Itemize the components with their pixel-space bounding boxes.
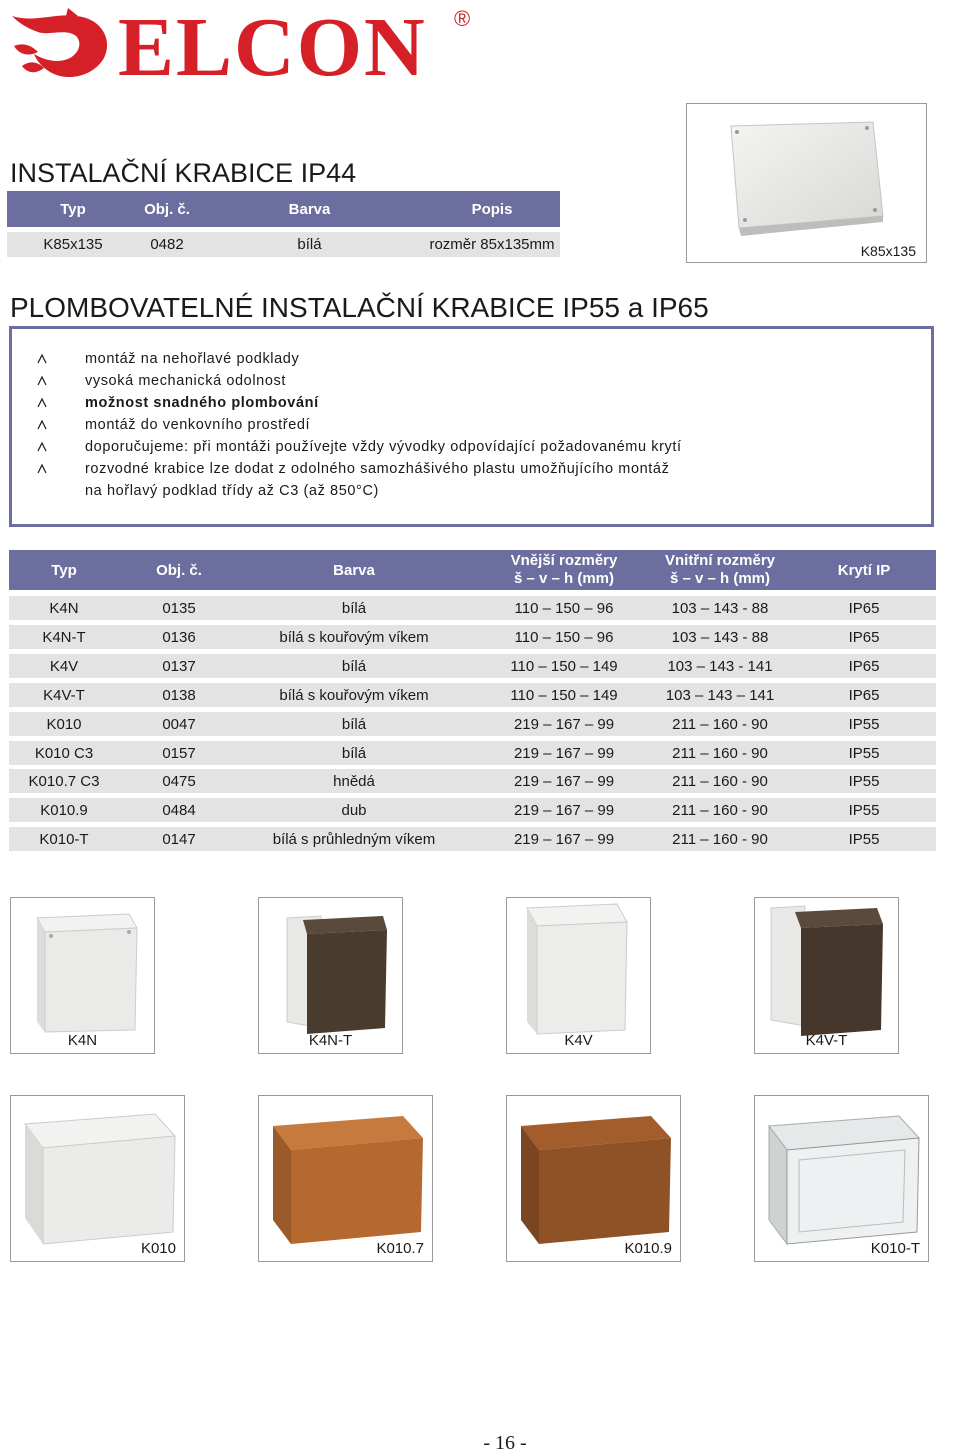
cell-typ: K010-T bbox=[39, 830, 89, 848]
cell-vnitrni: 103 – 143 - 88 bbox=[671, 628, 769, 646]
cell-obj: 0147 bbox=[162, 830, 196, 848]
product-photo-k85x135 bbox=[686, 103, 927, 263]
cell-kryti: IP65 bbox=[848, 628, 880, 646]
registered-mark: ® bbox=[454, 6, 471, 31]
cell-vnejsi: 110 – 150 – 96 bbox=[514, 599, 614, 617]
cell-popis: rozměr 85x135mm bbox=[429, 236, 555, 253]
table-row bbox=[9, 654, 936, 678]
cell-vnitrni: 211 – 160 - 90 bbox=[672, 715, 768, 733]
cell-barva: dub bbox=[341, 801, 367, 819]
table-row bbox=[9, 741, 936, 765]
photo-label: K4V bbox=[564, 1032, 593, 1049]
col-vnitrni-sub: š – v – h (mm) bbox=[669, 570, 771, 587]
cell-obj: 0484 bbox=[162, 801, 196, 819]
col-kryti: Krytí IP bbox=[837, 561, 891, 579]
product-photo-k010-9 bbox=[506, 1095, 681, 1262]
feature-text: montáž do venkovního prostředí bbox=[85, 417, 311, 433]
cell-typ: K85x135 bbox=[43, 236, 103, 253]
cell-vnitrni: 103 – 143 - 88 bbox=[671, 599, 769, 617]
cell-barva: bílá bbox=[341, 744, 367, 762]
cell-vnejsi: 219 – 167 – 99 bbox=[513, 830, 615, 848]
elcon-logo bbox=[8, 1, 478, 94]
photo-label: K010 bbox=[140, 1240, 176, 1257]
photo-label: K85x135 bbox=[860, 243, 916, 259]
cell-vnitrni: 103 – 143 – 141 bbox=[665, 686, 775, 704]
table-row bbox=[9, 827, 936, 851]
cell-kryti: IP65 bbox=[848, 657, 880, 675]
cell-obj: 0138 bbox=[162, 686, 196, 704]
product-photo-k4v-t bbox=[754, 897, 899, 1054]
section-title-ip55-ip65: PLOMBOVATELNÉ INSTALAČNÍ KRABICE IP55 a IP65 bbox=[10, 292, 709, 323]
product-photo-k4v bbox=[506, 897, 651, 1054]
caret-icon bbox=[35, 374, 49, 388]
table-row bbox=[9, 712, 936, 736]
feature-text: možnost snadného plombování bbox=[85, 395, 319, 411]
photo-label: K010-T bbox=[870, 1240, 920, 1257]
col-typ: Typ bbox=[51, 561, 77, 579]
cell-barva: bílá bbox=[341, 657, 367, 675]
table-row bbox=[9, 769, 936, 793]
cell-kryti: IP55 bbox=[848, 744, 880, 762]
cell-obj: 0047 bbox=[162, 715, 196, 733]
caret-icon bbox=[35, 462, 49, 476]
cell-kryti: IP55 bbox=[848, 801, 880, 819]
table2-header bbox=[9, 550, 936, 590]
photo-label: K010.7 bbox=[376, 1240, 424, 1257]
cell-barva: bílá s kouřovým víkem bbox=[279, 628, 429, 646]
col-vnitrni bbox=[645, 550, 795, 590]
cell-obj: 0475 bbox=[162, 772, 196, 790]
col-typ: Typ bbox=[60, 200, 86, 218]
cell-kryti: IP65 bbox=[848, 686, 880, 704]
box-image bbox=[259, 1096, 434, 1263]
photo-label: K4N-T bbox=[308, 1032, 353, 1049]
cell-obj: 0157 bbox=[162, 744, 196, 762]
cell-vnitrni: 211 – 160 - 90 bbox=[672, 801, 768, 819]
table-row bbox=[9, 798, 936, 822]
page-number: - 16 - bbox=[483, 1432, 527, 1454]
feature-text: doporučujeme: při montáži používejte vždy vývodky odpovídající požadovanému krytí bbox=[85, 439, 682, 455]
col-vnejsi-sub: š – v – h (mm) bbox=[513, 570, 615, 587]
feature-text: montáž na nehořlavé podklady bbox=[85, 351, 300, 367]
cell-vnitrni: 211 – 160 - 90 bbox=[672, 744, 768, 762]
col-vnitrni-title: Vnitřní rozměry bbox=[664, 552, 776, 569]
feature-text: vysoká mechanická odolnost bbox=[85, 373, 286, 389]
cell-vnitrni: 211 – 160 - 90 bbox=[672, 830, 768, 848]
cell-typ: K4N bbox=[49, 599, 79, 617]
col-barva: Barva bbox=[288, 200, 331, 218]
caret-icon bbox=[35, 396, 49, 410]
dragon-icon bbox=[8, 6, 114, 82]
cell-obj: 0482 bbox=[150, 236, 184, 253]
box-image bbox=[11, 1096, 186, 1263]
cell-vnejsi: 219 – 167 – 99 bbox=[513, 715, 615, 733]
table1-header bbox=[7, 191, 560, 227]
table-row bbox=[9, 625, 936, 649]
cell-vnejsi: 110 – 150 – 149 bbox=[510, 686, 618, 704]
table-row bbox=[7, 232, 560, 257]
product-photo-k010 bbox=[10, 1095, 185, 1262]
cell-vnejsi: 110 – 150 – 149 bbox=[510, 657, 618, 675]
caret-icon bbox=[35, 418, 49, 432]
cell-vnejsi: 219 – 167 – 99 bbox=[513, 772, 615, 790]
col-vnejsi bbox=[489, 550, 639, 590]
photo-label: K010.9 bbox=[624, 1240, 672, 1257]
cell-typ: K010.9 bbox=[40, 801, 88, 819]
cell-vnejsi: 110 – 150 – 96 bbox=[514, 628, 614, 646]
col-barva: Barva bbox=[333, 561, 375, 579]
table-row bbox=[9, 596, 936, 620]
col-vnejsi-title: Vnější rozměry bbox=[510, 552, 618, 569]
box-image bbox=[687, 104, 926, 262]
caret-icon bbox=[35, 352, 49, 366]
cell-vnitrni: 103 – 143 - 141 bbox=[667, 657, 773, 675]
table-row bbox=[9, 683, 936, 707]
cell-typ: K010 C3 bbox=[34, 744, 94, 762]
features-box bbox=[9, 326, 934, 527]
cell-typ: K4V-T bbox=[43, 686, 85, 704]
product-photo-k4n-t bbox=[258, 897, 403, 1054]
cell-vnejsi: 219 – 167 – 99 bbox=[513, 801, 615, 819]
cell-barva: bílá s kouřovým víkem bbox=[279, 686, 429, 704]
col-obj: Obj. č. bbox=[156, 561, 202, 579]
feature-text: rozvodné krabice lze dodat z odolného samozhášivého plastu umožňujícího montáž bbox=[85, 461, 670, 477]
cell-vnejsi: 219 – 167 – 99 bbox=[513, 744, 615, 762]
cell-barva: hnědá bbox=[333, 772, 375, 790]
cell-typ: K010.7 C3 bbox=[28, 772, 100, 790]
cell-barva: bílá bbox=[341, 715, 367, 733]
caret-icon bbox=[35, 440, 49, 454]
box-image bbox=[755, 1096, 930, 1263]
cell-kryti: IP55 bbox=[848, 715, 880, 733]
cell-kryti: IP55 bbox=[848, 830, 880, 848]
product-photo-k010-7 bbox=[258, 1095, 433, 1262]
photo-label: K4V-T bbox=[805, 1032, 848, 1049]
cell-typ: K4N-T bbox=[42, 628, 86, 646]
cell-kryti: IP55 bbox=[848, 772, 880, 790]
cell-typ: K4V bbox=[49, 657, 79, 675]
product-photo-k4n bbox=[10, 897, 155, 1054]
cell-barva: bílá bbox=[341, 599, 367, 617]
brand-name: ELCON bbox=[118, 1, 427, 94]
feature-text: na hořlavý podklad třídy až C3 (až 850°C) bbox=[85, 483, 379, 499]
cell-obj: 0135 bbox=[162, 599, 196, 617]
cell-obj: 0136 bbox=[162, 628, 196, 646]
box-image bbox=[507, 1096, 682, 1263]
photo-label: K4N bbox=[67, 1032, 98, 1049]
product-photo-k010-t bbox=[754, 1095, 929, 1262]
cell-kryti: IP65 bbox=[848, 599, 880, 617]
col-obj: Obj. č. bbox=[144, 200, 190, 218]
cell-barva: bílá bbox=[297, 236, 322, 253]
col-popis: Popis bbox=[471, 200, 513, 218]
cell-obj: 0137 bbox=[162, 657, 196, 675]
cell-barva: bílá s průhledným víkem bbox=[272, 830, 436, 848]
cell-typ: K010 bbox=[46, 715, 82, 733]
section-title-ip44: INSTALAČNÍ KRABICE IP44 bbox=[10, 158, 357, 188]
cell-vnitrni: 211 – 160 - 90 bbox=[672, 772, 768, 790]
